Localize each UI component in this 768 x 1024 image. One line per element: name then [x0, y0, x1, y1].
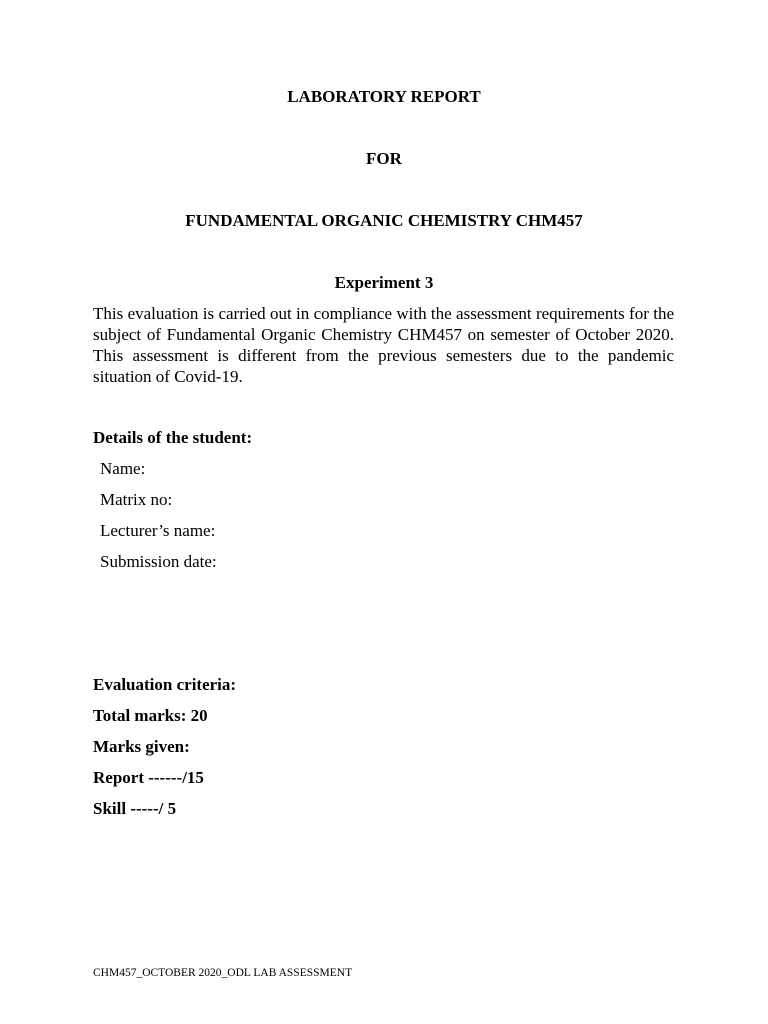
skill-marks: Skill -----/ 5 [93, 799, 177, 818]
lecturer-name-label: Lecturer’s name: [100, 521, 216, 540]
course-title: FUNDAMENTAL ORGANIC CHEMISTRY CHM457 [185, 211, 583, 230]
intro-paragraph: This evaluation is carried out in compliance with the assessment requirements for the subject of Fundamental Organic Chemistry CHM457 on semester of October 2020. This assessment is different from the previous semesters due to the pandemic situation of Covid-19. [93, 304, 674, 386]
page-footer: CHM457_OCTOBER 2020_ODL LAB ASSESSMENT [93, 967, 353, 979]
student-details-heading: Details of the student: [93, 428, 253, 447]
experiment-heading: Experiment 3 [334, 273, 434, 292]
total-marks: Total marks: 20 [93, 706, 208, 725]
matrix-no-label: Matrix no: [100, 490, 173, 509]
report-title-for: FOR [366, 149, 402, 168]
submission-date-label: Submission date: [100, 552, 217, 571]
report-marks: Report ------/15 [93, 768, 204, 787]
evaluation-criteria-heading: Evaluation criteria: [93, 675, 237, 694]
marks-given-heading: Marks given: [93, 737, 190, 756]
report-title: LABORATORY REPORT [287, 87, 481, 106]
student-name-label: Name: [100, 459, 146, 478]
